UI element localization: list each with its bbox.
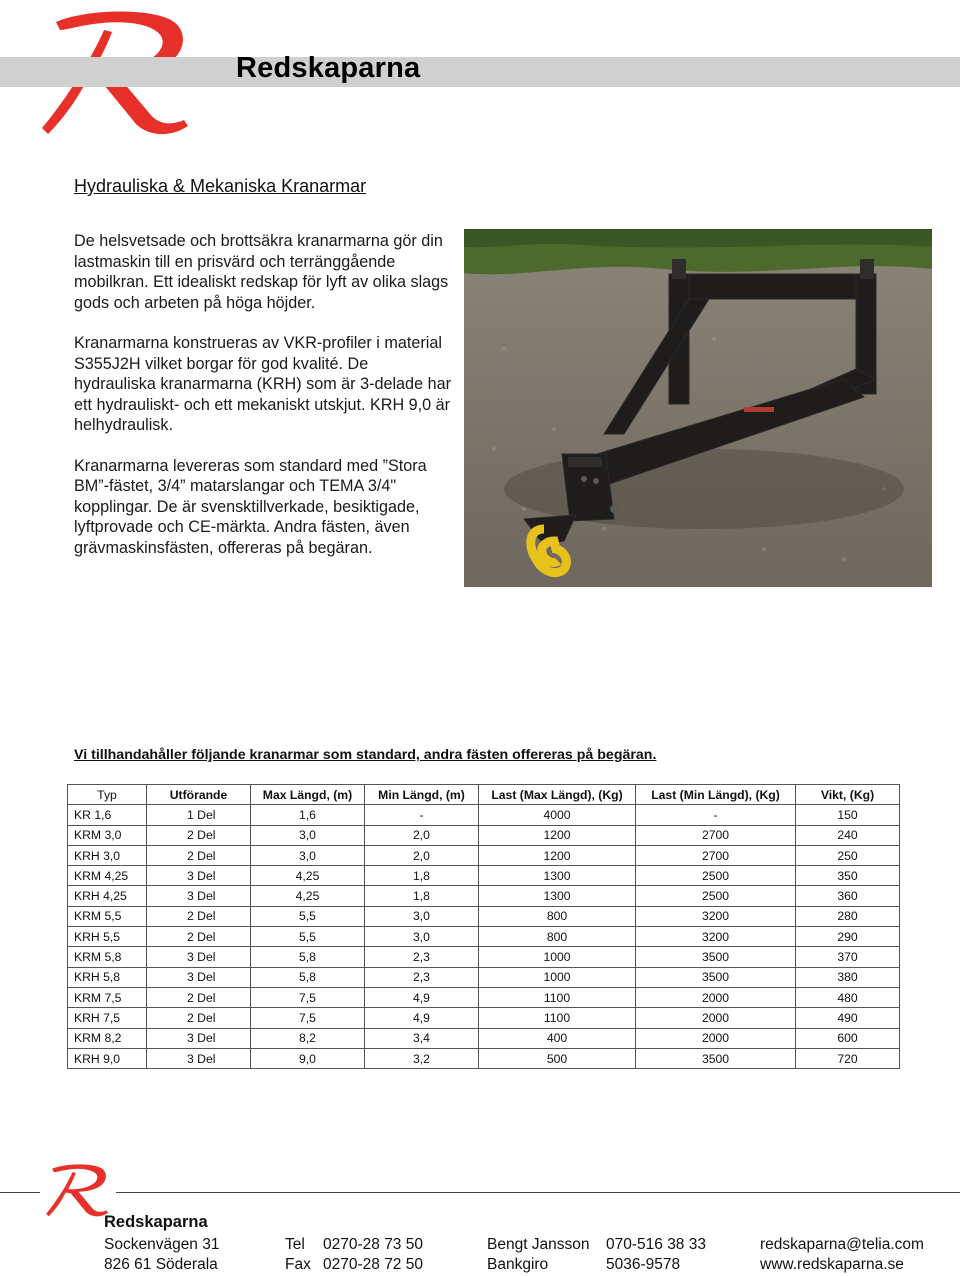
table-cell: 1200 bbox=[479, 845, 636, 865]
table-cell: 2 Del bbox=[147, 1008, 251, 1028]
table-row bbox=[68, 866, 900, 886]
table-cell: 250 bbox=[796, 845, 900, 865]
table-cell: KRH 9,0 bbox=[68, 1048, 147, 1068]
table-cell: 3500 bbox=[636, 947, 796, 967]
column-header: Last (Max Längd), (Kg) bbox=[479, 785, 636, 805]
table-cell: 3200 bbox=[636, 927, 796, 947]
table-cell: KRM 8,2 bbox=[68, 1028, 147, 1048]
footer-postal: 826 61 Söderala bbox=[104, 1256, 218, 1273]
table-cell: 3 Del bbox=[147, 886, 251, 906]
spec-table bbox=[67, 784, 900, 1069]
section-title: Hydrauliska & Mekaniska Kranarmar bbox=[74, 176, 367, 196]
footer-divider bbox=[0, 1192, 960, 1193]
table-cell: 2700 bbox=[636, 845, 796, 865]
table-cell: 2000 bbox=[636, 1028, 796, 1048]
table-cell: 720 bbox=[796, 1048, 900, 1068]
brand-title: Redskaparna bbox=[236, 52, 421, 84]
table-cell: 2000 bbox=[636, 1008, 796, 1028]
table-cell: 5,8 bbox=[251, 967, 365, 987]
column-header: Max Längd, (m) bbox=[251, 785, 365, 805]
table-cell: 2,3 bbox=[365, 967, 479, 987]
table-cell: 1100 bbox=[479, 987, 636, 1007]
table-cell: 2,0 bbox=[365, 845, 479, 865]
table-cell: 4,9 bbox=[365, 1008, 479, 1028]
table-cell: 800 bbox=[479, 927, 636, 947]
column-header: Last (Min Längd), (Kg) bbox=[636, 785, 796, 805]
table-cell: 2,0 bbox=[365, 825, 479, 845]
table-cell: 1300 bbox=[479, 886, 636, 906]
table-cell: 7,5 bbox=[251, 1008, 365, 1028]
table-cell: 2700 bbox=[636, 825, 796, 845]
footer-fax: 0270-28 72 50 bbox=[323, 1256, 423, 1273]
table-cell: 480 bbox=[796, 987, 900, 1007]
column-header: Typ bbox=[68, 785, 147, 805]
table-cell: 5,8 bbox=[251, 947, 365, 967]
table-cell: KRM 5,8 bbox=[68, 947, 147, 967]
table-cell: 2 Del bbox=[147, 927, 251, 947]
table-cell: 4,25 bbox=[251, 866, 365, 886]
table-cell: 3200 bbox=[636, 906, 796, 926]
table-cell: KRH 7,5 bbox=[68, 1008, 147, 1028]
table-cell: KR 1,6 bbox=[68, 805, 147, 825]
table-cell: KRM 7,5 bbox=[68, 987, 147, 1007]
footer-bankgiro: 5036-9578 bbox=[606, 1256, 681, 1273]
table-cell: KRH 4,25 bbox=[68, 886, 147, 906]
table-cell: KRM 5,5 bbox=[68, 906, 147, 926]
column-header: Min Längd, (m) bbox=[365, 785, 479, 805]
table-row bbox=[68, 967, 900, 987]
footer-website-link[interactable]: www.redskaparna.se bbox=[760, 1256, 904, 1273]
footer-brand: Redskaparna bbox=[104, 1213, 208, 1231]
table-cell: - bbox=[636, 805, 796, 825]
intro-paragraph: Kranarmarna konstrueras av VKR-profiler i material S355J2H vilket borgar för god kvalité. De hydrauliska kranarmarna (KRH) som är 3-delade har ett hydrauliskt- och ett mekaniskt utskjut. KRH 9,0 är helhydraulisk. bbox=[74, 334, 451, 434]
footer-contact-name: Bengt Jansson bbox=[487, 1236, 590, 1253]
table-cell: 400 bbox=[479, 1028, 636, 1048]
table-cell: 8,2 bbox=[251, 1028, 365, 1048]
footer-bankgiro-label: Bankgiro bbox=[487, 1256, 549, 1273]
table-row bbox=[68, 825, 900, 845]
table-cell: KRH 3,0 bbox=[68, 845, 147, 865]
table-cell: 3,0 bbox=[365, 906, 479, 926]
table-cell: 380 bbox=[796, 967, 900, 987]
table-cell: 3,0 bbox=[251, 825, 365, 845]
table-row bbox=[68, 906, 900, 926]
table-cell: 4000 bbox=[479, 805, 636, 825]
table-cell: 2500 bbox=[636, 886, 796, 906]
table-row bbox=[68, 927, 900, 947]
table-cell: 3 Del bbox=[147, 947, 251, 967]
table-cell: 2 Del bbox=[147, 825, 251, 845]
table-cell: 1000 bbox=[479, 967, 636, 987]
table-cell: 1300 bbox=[479, 866, 636, 886]
column-header: Vikt, (Kg) bbox=[796, 785, 900, 805]
table-cell: 360 bbox=[796, 886, 900, 906]
header-band bbox=[0, 57, 960, 87]
table-cell: 290 bbox=[796, 927, 900, 947]
table-cell: KRM 3,0 bbox=[68, 825, 147, 845]
table-cell: 7,5 bbox=[251, 987, 365, 1007]
table-cell: 2,3 bbox=[365, 947, 479, 967]
table-cell: - bbox=[365, 805, 479, 825]
footer-tel-label: Tel bbox=[285, 1236, 305, 1253]
column-header: Utförande bbox=[147, 785, 251, 805]
table-cell: 3,0 bbox=[251, 845, 365, 865]
table-cell: 2 Del bbox=[147, 987, 251, 1007]
table-cell: 4,25 bbox=[251, 886, 365, 906]
table-header-row bbox=[68, 785, 900, 805]
footer-email-link[interactable]: redskaparna@telia.com bbox=[760, 1236, 924, 1253]
table-cell: 2 Del bbox=[147, 906, 251, 926]
footer-fax-label: Fax bbox=[285, 1256, 311, 1273]
table-cell: 1,8 bbox=[365, 866, 479, 886]
crane-arm-photo bbox=[464, 229, 932, 587]
table-cell: 2000 bbox=[636, 987, 796, 1007]
table-cell: 5,5 bbox=[251, 927, 365, 947]
table-cell: 3,2 bbox=[365, 1048, 479, 1068]
table-cell: KRH 5,8 bbox=[68, 967, 147, 987]
table-cell: 150 bbox=[796, 805, 900, 825]
table-cell: 3 Del bbox=[147, 866, 251, 886]
table-cell: 4,9 bbox=[365, 987, 479, 1007]
table-cell: KRM 4,25 bbox=[68, 866, 147, 886]
table-cell: 240 bbox=[796, 825, 900, 845]
table-cell: 2 Del bbox=[147, 845, 251, 865]
table-cell: 1,8 bbox=[365, 886, 479, 906]
table-cell: 370 bbox=[796, 947, 900, 967]
table-cell: 3,0 bbox=[365, 927, 479, 947]
table-cell: 350 bbox=[796, 866, 900, 886]
table-cell: 1200 bbox=[479, 825, 636, 845]
table-cell: 3 Del bbox=[147, 967, 251, 987]
table-cell: 3500 bbox=[636, 1048, 796, 1068]
table-cell: 3500 bbox=[636, 967, 796, 987]
table-cell: 9,0 bbox=[251, 1048, 365, 1068]
table-cell: 600 bbox=[796, 1028, 900, 1048]
table-cell: 280 bbox=[796, 906, 900, 926]
footer-tel: 0270-28 73 50 bbox=[323, 1236, 423, 1253]
table-row bbox=[68, 805, 900, 825]
intro-text bbox=[74, 231, 454, 578]
table-row bbox=[68, 845, 900, 865]
table-row bbox=[68, 1028, 900, 1048]
intro-paragraph: De helsvetsade och brottsäkra kranarmarna gör din lastmaskin till en prisvärd och terränggående mobilkran. Ett idealiskt redskap för lyft av olika slags gods och arbeten på höga höjder. bbox=[74, 232, 449, 312]
footer-contact-phone: 070-516 38 33 bbox=[606, 1236, 706, 1253]
footer-address: Sockenvägen 31 bbox=[104, 1236, 220, 1253]
table-cell: 1 Del bbox=[147, 805, 251, 825]
table-row bbox=[68, 1008, 900, 1028]
table-cell: 1,6 bbox=[251, 805, 365, 825]
table-cell: 3 Del bbox=[147, 1048, 251, 1068]
table-cell: KRH 5,5 bbox=[68, 927, 147, 947]
table-cell: 5,5 bbox=[251, 906, 365, 926]
table-cell: 3 Del bbox=[147, 1028, 251, 1048]
table-row bbox=[68, 1048, 900, 1068]
intro-paragraph: Kranarmarna levereras som standard med ”Stora BM”-fästet, 3/4” matarslangar och TEMA 3/4" kopplingar. De är svensktillverkade, besiktigade, lyftprovade och CE-märkta. Andra fästen, även grävmaskinsfästen, offereras på begäran. bbox=[74, 456, 427, 557]
table-cell: 1000 bbox=[479, 947, 636, 967]
table-cell: 3,4 bbox=[365, 1028, 479, 1048]
table-cell: 2500 bbox=[636, 866, 796, 886]
table-cell: 800 bbox=[479, 906, 636, 926]
table-cell: 490 bbox=[796, 1008, 900, 1028]
table-cell: 500 bbox=[479, 1048, 636, 1068]
table-cell: 1100 bbox=[479, 1008, 636, 1028]
table-row bbox=[68, 947, 900, 967]
r-logo-icon bbox=[40, 1162, 116, 1218]
table-caption: Vi tillhandahåller följande kranarmar som standard, andra fästen offereras på begäran. bbox=[74, 747, 657, 763]
table-row bbox=[68, 886, 900, 906]
table-row bbox=[68, 987, 900, 1007]
